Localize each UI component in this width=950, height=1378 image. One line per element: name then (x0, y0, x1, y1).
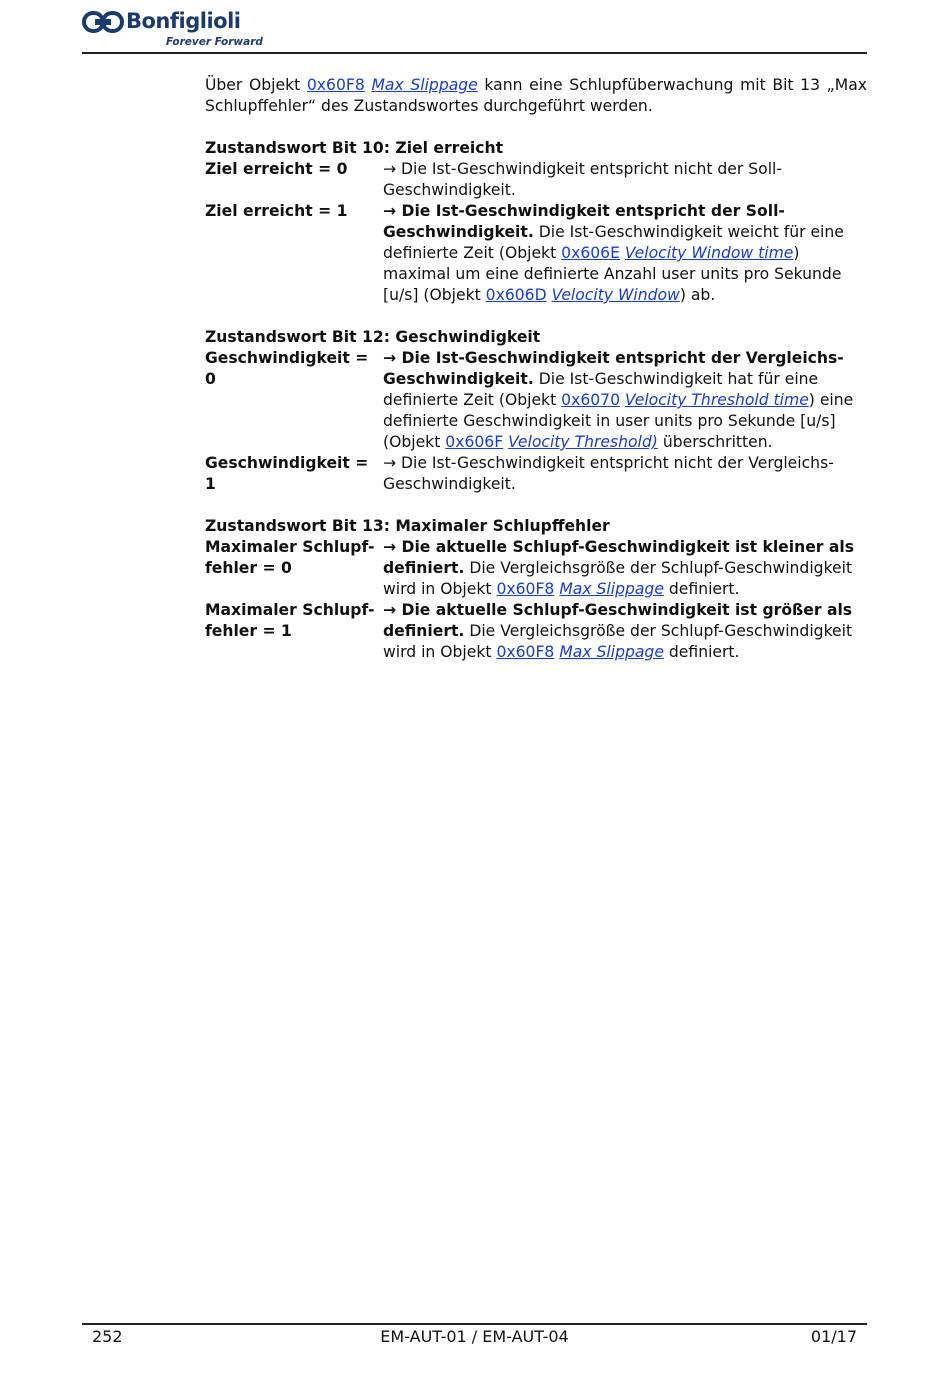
definition-text-part: Die Ist-Geschwindigkeit hat für eine definierte Zeit (Objekt (383, 370, 819, 409)
definition-text (383, 201, 867, 306)
definition-text-part: ) maximal um eine definierte Anzahl user units pro Sekunde [u/s] (Objekt (383, 244, 842, 304)
definition-row (205, 600, 867, 663)
brand-name: Bonfiglioli (126, 9, 241, 33)
definition-term: Geschwindigkeit = 1 (205, 454, 369, 493)
definition-term: Ziel erreicht = 0 (205, 160, 348, 178)
header-rule (82, 52, 867, 54)
definition-row (205, 159, 867, 201)
document-date: 01/17 (810, 1327, 857, 1346)
document-id: EM-AUT-01 / EM-AUT-04 (380, 1327, 569, 1346)
company-logo (82, 8, 263, 48)
section-bit-12 (205, 327, 867, 495)
bonfiglioli-logo-icon (82, 10, 124, 34)
intro-paragraph (205, 75, 867, 117)
link-object-0x60f8[interactable]: 0x60F8 (306, 76, 365, 94)
link-object-0x606f[interactable]: 0x606F (445, 433, 504, 451)
page-content (205, 75, 867, 663)
definition-text: → Die Ist-Geschwindigkeit entspricht nicht der Vergleichs-Geschwindigkeit. (383, 454, 834, 493)
definition-text (383, 537, 867, 600)
link-object-0x60f8[interactable]: 0x60F8 (496, 580, 555, 598)
section-title: Zustandswort Bit 10: Ziel erreicht (205, 139, 504, 157)
link-velocity-threshold[interactable]: Velocity Threshold) (508, 433, 658, 451)
definition-text-part: Die Vergleichsgröße der Schlupf-Geschwindigkeit wird in Objekt (383, 622, 853, 661)
page-number: 252 (92, 1327, 123, 1346)
definition-text: → Die Ist-Geschwindigkeit entspricht nicht der Soll-Geschwindigkeit. (383, 160, 782, 199)
definition-bold: → Die Ist-Geschwindigkeit entspricht der Soll-Geschwindigkeit. (383, 202, 785, 241)
definition-term: Geschwindigkeit = 0 (205, 349, 369, 388)
definition-text-part: Die Ist-Geschwindigkeit weicht für eine definierte Zeit (Objekt (383, 223, 844, 262)
definition-term: Maximaler Schlupf-fehler = 1 (205, 601, 375, 640)
link-velocity-window[interactable]: Velocity Window (551, 286, 680, 304)
brand-tagline: Forever Forward (166, 36, 263, 48)
definition-term: Ziel erreicht = 1 (205, 202, 348, 220)
link-object-0x606e[interactable]: 0x606E (561, 244, 620, 262)
definition-row (205, 348, 867, 453)
link-max-slippage[interactable]: Max Slippage (371, 76, 478, 94)
definition-term: Maximaler Schlupf-fehler = 0 (205, 538, 375, 577)
definition-text (383, 348, 867, 453)
link-velocity-window-time[interactable]: Velocity Window time (624, 244, 794, 262)
link-velocity-threshold-time[interactable]: Velocity Threshold time (624, 391, 809, 409)
definition-bold: → Die Ist-Geschwindigkeit entspricht der Vergleichs-Geschwindigkeit. (383, 349, 844, 388)
definition-text-part: ) eine definierte Geschwindigkeit in user units pro Sekunde [u/s] (Objekt (383, 391, 854, 451)
definition-bold: → Die aktuelle Schlupf-Geschwindigkeit ist kleiner als definiert. (383, 538, 855, 577)
definition-text-part: definiert. (663, 580, 740, 598)
definition-text-part: ) ab. (679, 286, 716, 304)
footer-rule (82, 1323, 867, 1325)
intro-text-end: kann eine Schlupfüberwachung mit Bit 13 „Max Schlupffehler“ des Zustandswortes durchgeführt werden. (205, 76, 867, 115)
link-max-slippage[interactable]: Max Slippage (559, 580, 664, 598)
section-bit-13 (205, 516, 867, 663)
link-object-0x606d[interactable]: 0x606D (485, 286, 547, 304)
section-title: Zustandswort Bit 13: Maximaler Schlupffehler (205, 517, 610, 535)
definition-row (205, 453, 867, 495)
link-max-slippage[interactable]: Max Slippage (559, 643, 664, 661)
definition-row (205, 537, 867, 600)
definition-row (205, 201, 867, 306)
definition-text-part: Die Vergleichsgröße der Schlupf-Geschwindigkeit wird in Objekt (383, 559, 853, 598)
page-footer (82, 1326, 867, 1348)
definition-text-part: überschritten. (657, 433, 773, 451)
definition-bold: → Die aktuelle Schlupf-Geschwindigkeit ist größer als definiert. (383, 601, 853, 640)
section-bit-10 (205, 138, 867, 306)
intro-text: Über Objekt (205, 76, 307, 94)
definition-text (383, 600, 867, 663)
link-object-0x6070[interactable]: 0x6070 (561, 391, 621, 409)
definition-text-part: definiert. (663, 643, 740, 661)
link-object-0x60f8[interactable]: 0x60F8 (496, 643, 555, 661)
section-title: Zustandswort Bit 12: Geschwindigkeit (205, 328, 541, 346)
